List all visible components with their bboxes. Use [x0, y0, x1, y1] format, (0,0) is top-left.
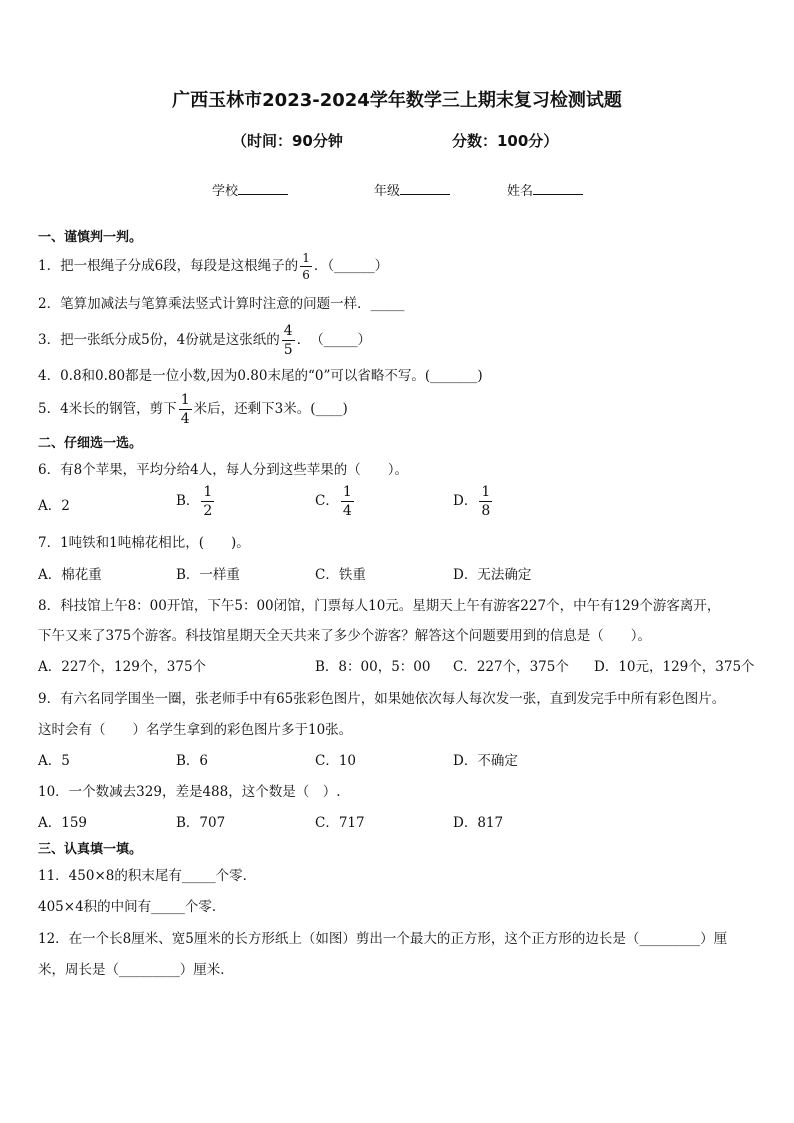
section-1-heading: 一、谨慎判一判。: [38, 230, 143, 245]
fraction-numerator: 4: [283, 323, 293, 339]
fraction-denominator: 4: [180, 411, 190, 427]
section-3-heading: 三、认真填一填。: [38, 842, 143, 857]
option-8-d[interactable]: D．10元，129个，375个: [594, 659, 755, 675]
fraction-denominator: 6: [302, 268, 310, 282]
option-7-a[interactable]: A．棉花重: [38, 567, 102, 583]
exam-score: 分数：100分）: [452, 132, 559, 150]
name-field: [507, 180, 583, 199]
question-2: 2．笔算加减法与笔算乘法竖式计算时注意的问题一样．_____: [38, 296, 405, 312]
section-2-heading: 二、仔细选一选。: [38, 436, 143, 451]
option-6-c[interactable]: [315, 485, 356, 518]
option-label: C．: [315, 493, 339, 509]
question-1: [38, 252, 388, 281]
fraction-1-2: [201, 485, 214, 518]
option-9-a[interactable]: A．5: [38, 753, 70, 769]
question-7: 7．1吨铁和1吨棉花相比，( )。: [38, 535, 250, 551]
name-label: 姓名: [507, 184, 534, 199]
fraction-1-4: [341, 485, 354, 518]
question-8-line-2: 下午又来了375个游客。科技馆星期天全天共来了多少个游客？解答这个问题要用到的信息是（ ）。: [38, 628, 652, 644]
fraction-numerator: 1: [203, 484, 213, 500]
question-1-blank[interactable]: ．（______）: [313, 258, 389, 274]
option-9-c[interactable]: C．10: [315, 753, 357, 769]
fraction-1-8: [479, 485, 492, 518]
fraction-numerator: 1: [302, 251, 310, 265]
question-10: 10．一个数减去329，差是488，这个数是（ ）.: [38, 784, 341, 800]
question-11-line-1: 11．450×8的积末尾有_____个零．: [38, 868, 257, 884]
option-label: D．: [453, 493, 478, 509]
question-9-line-2: 这时会有（ ）名学生拿到的彩色图片多于10张。: [38, 722, 353, 738]
question-5-text: 5．4米长的钢管，剪下: [38, 401, 177, 417]
exam-time: （时间：90分钟: [232, 132, 343, 150]
option-10-b[interactable]: B．707: [176, 815, 226, 831]
question-3: [38, 324, 371, 357]
question-1-text: 1．把一根绳子分成6段，每段是这根绳子的: [38, 258, 299, 274]
fraction-4-5: [282, 324, 295, 357]
fraction-numerator: 1: [481, 484, 491, 500]
school-field: [212, 180, 288, 199]
option-7-b[interactable]: B．一样重: [176, 567, 240, 583]
option-8-a[interactable]: A．227个，129个，375个: [38, 659, 207, 675]
fraction-1-4: [179, 393, 192, 426]
question-12-line-2: 米，周长是（_________）厘米．: [38, 962, 234, 978]
fraction-numerator: 1: [180, 392, 190, 408]
page-title: 广西玉林市2023-2024学年数学三上期末复习检测试题: [172, 90, 622, 111]
question-3-blank[interactable]: ． （_____）: [296, 332, 371, 348]
fraction-denominator: 2: [203, 503, 213, 519]
fraction-1-6: [300, 252, 312, 281]
option-10-c[interactable]: C．717: [315, 815, 365, 831]
fraction-denominator: 8: [481, 503, 491, 519]
question-12-line-1: 12．在一个长8厘米、宽5厘米的长方形纸上（如图）剪出一个最大的正方形，这个正方形的边长是（_________）厘: [38, 931, 728, 947]
option-7-d[interactable]: D．无法确定: [453, 567, 532, 583]
grade-label: 年级: [374, 184, 401, 199]
name-blank[interactable]: [533, 181, 583, 195]
grade-field: [374, 180, 450, 199]
option-10-d[interactable]: D．817: [453, 815, 504, 831]
fraction-denominator: 5: [283, 342, 293, 358]
question-9-line-1: 9．有六名同学围坐一圈，张老师手中有65张彩色图片，如果她依次每人每次发一张，直到发完手中所有彩色图片。: [38, 691, 726, 707]
option-10-a[interactable]: A．159: [38, 815, 88, 831]
option-8-b[interactable]: B．8：00，5：00: [315, 659, 431, 675]
question-11-line-2: 405×4积的中间有_____个零．: [38, 899, 226, 915]
option-8-c[interactable]: C．227个，375个: [453, 659, 569, 675]
question-5-blank[interactable]: 米后，还剩下3米。(____): [193, 401, 348, 417]
grade-blank[interactable]: [400, 181, 450, 195]
question-3-text: 3．把一张纸分成5份，4份就是这张纸的: [38, 332, 280, 348]
option-6-b[interactable]: [176, 485, 216, 518]
option-6-d[interactable]: [453, 485, 494, 518]
question-8-line-1: 8．科技馆上午8：00开馆，下午5：00闭馆，门票每人10元。星期天上午有游客227个，中午有129个游客离开，: [38, 598, 721, 614]
fraction-numerator: 1: [342, 484, 352, 500]
question-4: 4．0.8和0.80都是一位小数,因为0.80末尾的“0”可以省略不写。(_______): [38, 368, 483, 384]
question-6: 6．有8个苹果，平均分给4人，每人分到这些苹果的（ ）。: [38, 462, 409, 478]
option-6-a[interactable]: A．2: [38, 498, 70, 514]
option-9-b[interactable]: B．6: [176, 753, 209, 769]
option-7-c[interactable]: C．铁重: [315, 567, 366, 583]
option-label: B．: [176, 493, 200, 509]
question-5: [38, 393, 348, 426]
school-blank[interactable]: [238, 181, 288, 195]
school-label: 学校: [212, 184, 239, 199]
fraction-denominator: 4: [342, 503, 352, 519]
option-9-d[interactable]: D．不确定: [453, 753, 518, 769]
